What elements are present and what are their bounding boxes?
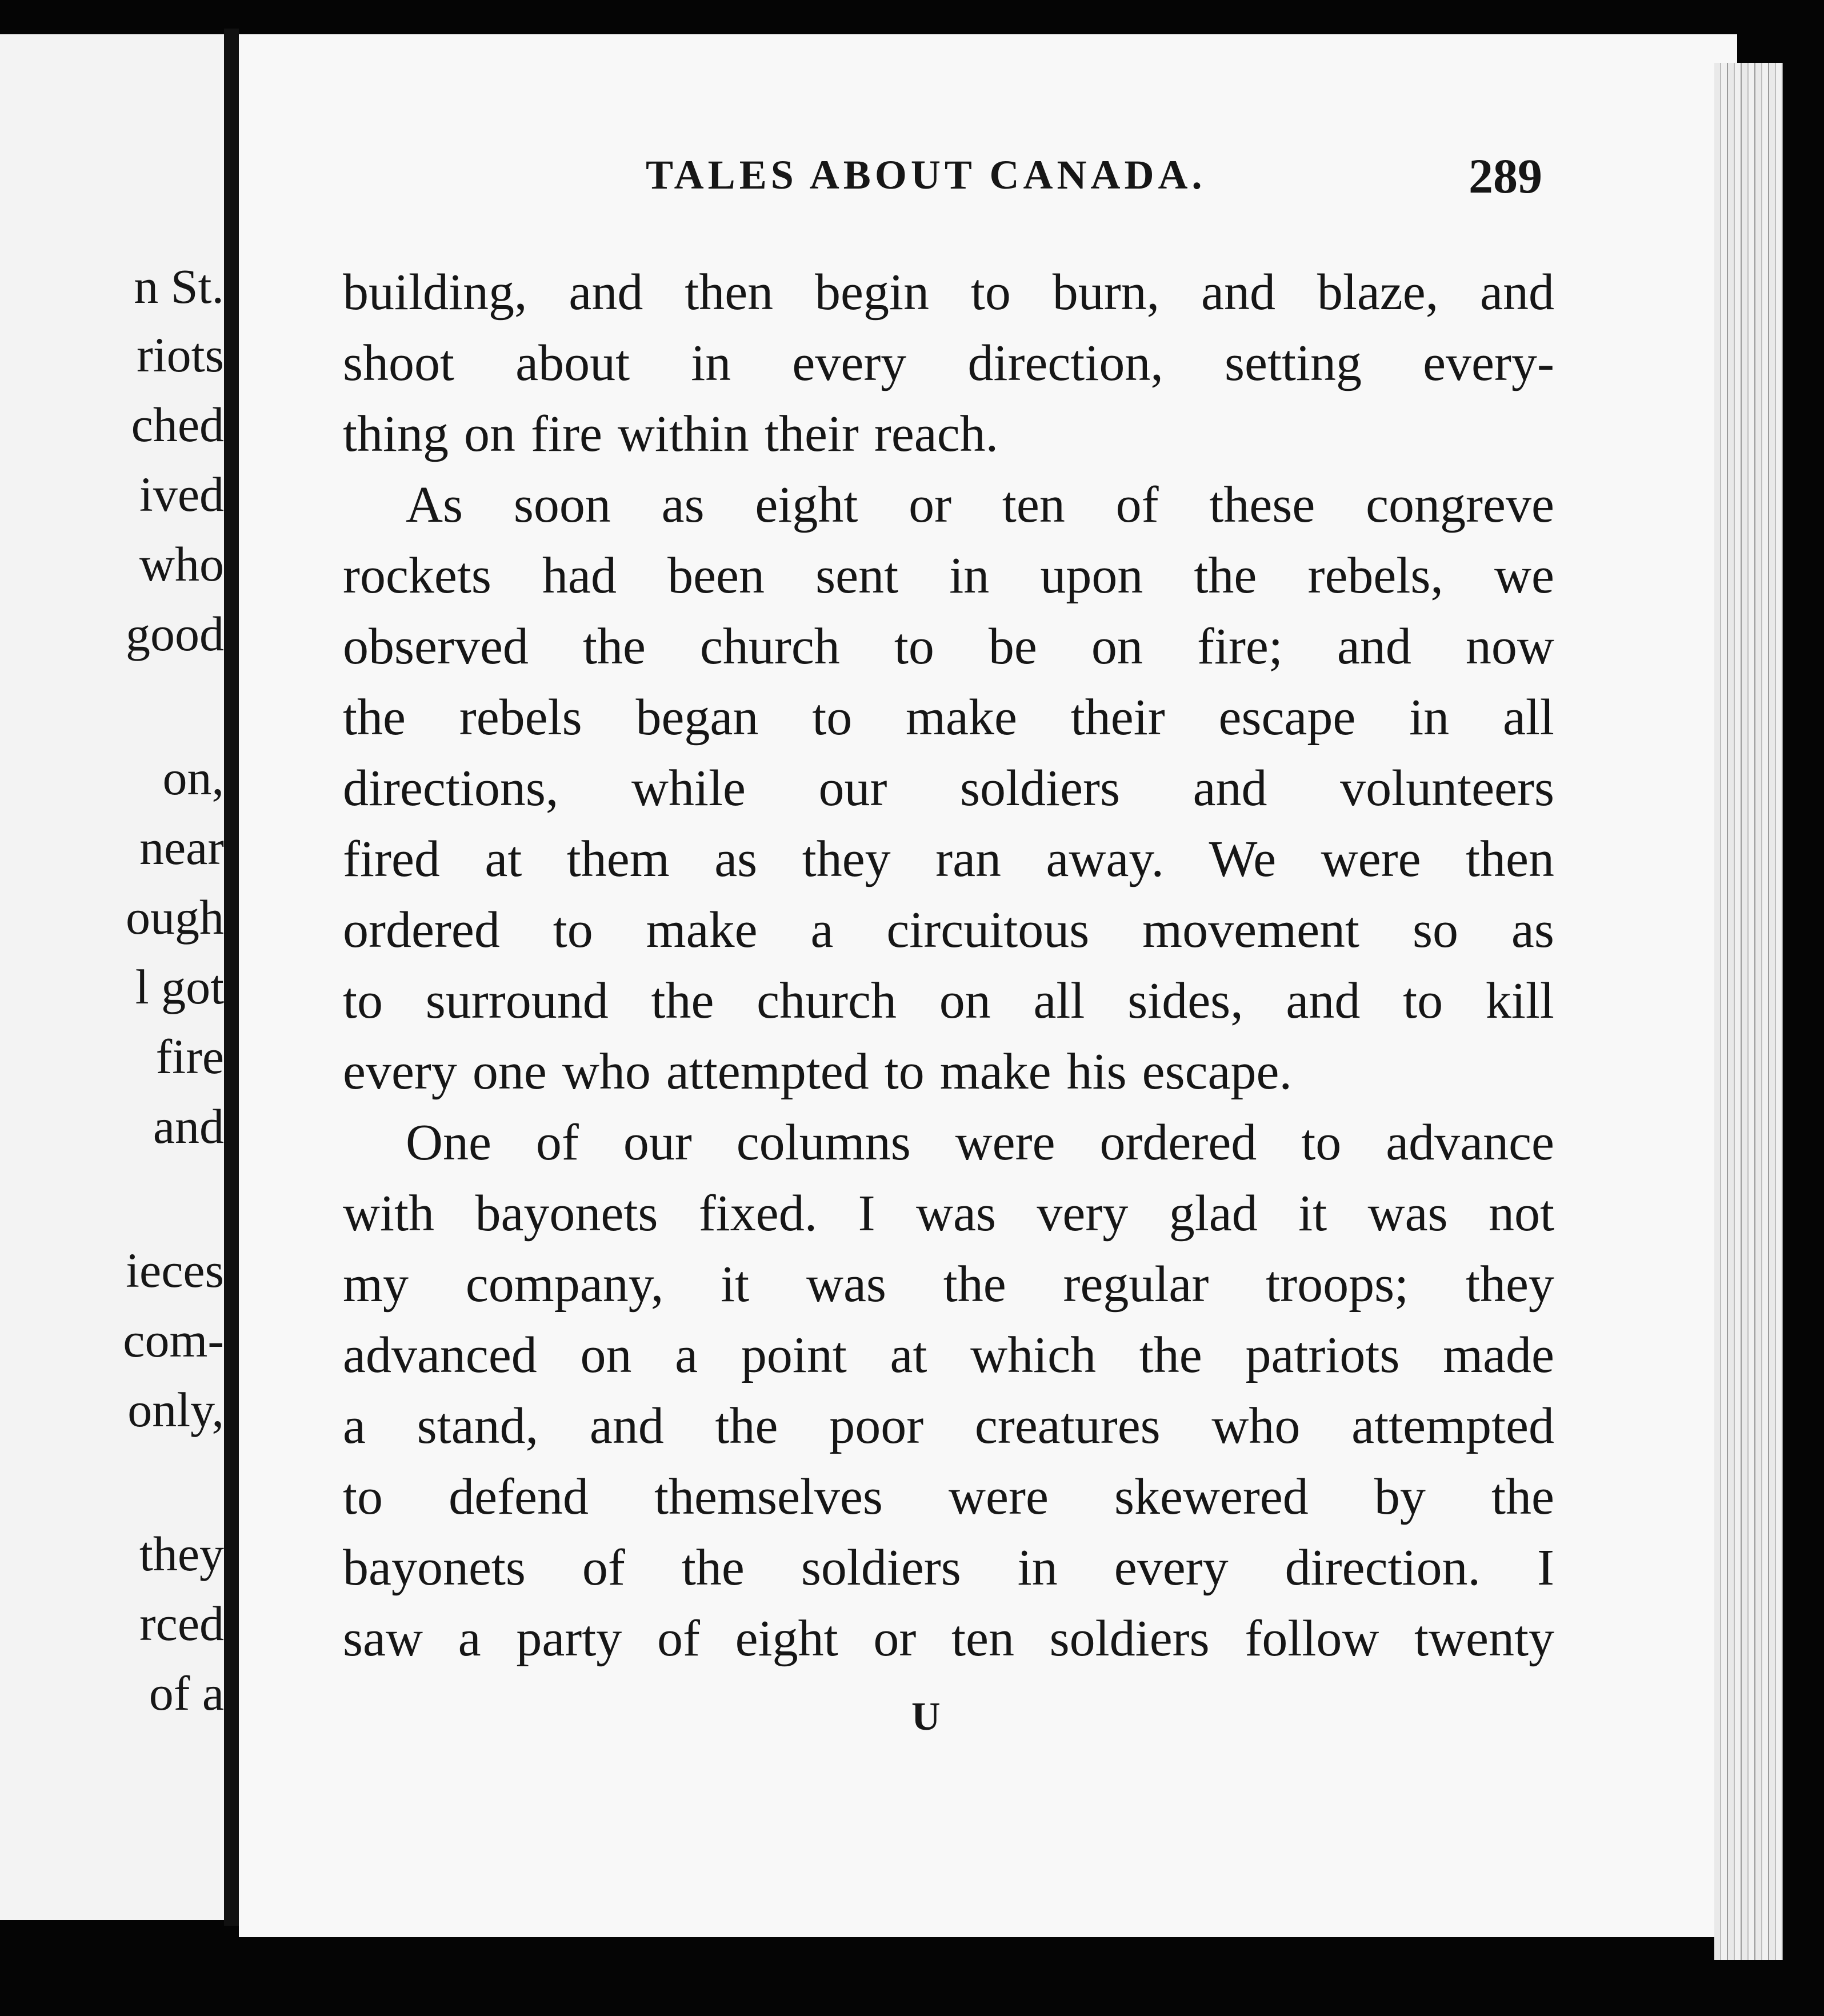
word: it bbox=[1298, 1185, 1327, 1242]
word: the bbox=[1491, 1469, 1554, 1525]
word: as bbox=[714, 831, 758, 887]
word: ten bbox=[1002, 477, 1065, 533]
word: then bbox=[685, 264, 774, 321]
word: direction, bbox=[967, 335, 1163, 391]
word: rebels bbox=[459, 689, 582, 746]
word: our bbox=[818, 760, 887, 817]
word: their bbox=[764, 406, 859, 462]
text-line bbox=[343, 1107, 1554, 1178]
left-page-fragment: ieces bbox=[126, 1243, 224, 1298]
left-page-fragment: fire bbox=[155, 1029, 224, 1084]
word: they bbox=[1465, 1256, 1554, 1313]
word: the bbox=[1139, 1327, 1202, 1383]
word: of bbox=[535, 1114, 579, 1171]
word: sides, bbox=[1127, 973, 1243, 1029]
word: on bbox=[1091, 618, 1143, 675]
word: I bbox=[1537, 1539, 1554, 1596]
word: by bbox=[1374, 1469, 1426, 1525]
word: and bbox=[1286, 973, 1361, 1029]
word: rebels, bbox=[1307, 547, 1443, 604]
word: the bbox=[1194, 547, 1257, 604]
text-line bbox=[343, 1037, 1554, 1107]
word: who bbox=[562, 1043, 651, 1100]
word: fire bbox=[531, 406, 602, 462]
word: was bbox=[916, 1185, 996, 1242]
text-line bbox=[343, 1391, 1554, 1462]
word: or bbox=[873, 1610, 917, 1667]
word: bayonets bbox=[343, 1539, 526, 1596]
body-text bbox=[343, 257, 1554, 1674]
word: one bbox=[472, 1043, 547, 1100]
word: the bbox=[651, 973, 714, 1029]
word: now bbox=[1465, 618, 1554, 675]
word: had bbox=[542, 547, 617, 604]
word: escape. bbox=[1142, 1043, 1292, 1100]
word: of bbox=[582, 1539, 625, 1596]
word: glad bbox=[1169, 1185, 1258, 1242]
word: on bbox=[464, 406, 516, 462]
word: We bbox=[1209, 831, 1277, 887]
word: rockets bbox=[343, 547, 491, 604]
left-page-fragment: rced bbox=[139, 1596, 224, 1651]
word: away. bbox=[1046, 831, 1165, 887]
word: soldiers bbox=[801, 1539, 961, 1596]
word: ordered bbox=[343, 902, 500, 958]
book-gutter bbox=[224, 29, 239, 1926]
word: kill bbox=[1485, 973, 1554, 1029]
word: of bbox=[1115, 477, 1159, 533]
left-page-fragment: who bbox=[139, 537, 224, 591]
word: these bbox=[1209, 477, 1315, 533]
left-page-fragment: and bbox=[153, 1099, 224, 1154]
word: be bbox=[988, 618, 1037, 675]
word: themselves bbox=[654, 1469, 883, 1525]
word: defend bbox=[449, 1469, 589, 1525]
word: attempted bbox=[1351, 1398, 1554, 1454]
left-page-fragment: ched bbox=[131, 397, 224, 452]
text-line bbox=[343, 1320, 1554, 1391]
word: point bbox=[741, 1327, 847, 1383]
left-facing-page bbox=[0, 34, 224, 1920]
word: attempted bbox=[666, 1043, 869, 1100]
word: eight bbox=[735, 1610, 838, 1667]
word: to bbox=[812, 689, 853, 746]
word: skewered bbox=[1114, 1469, 1309, 1525]
word: made bbox=[1443, 1327, 1554, 1383]
word: all bbox=[1033, 973, 1085, 1029]
word: our bbox=[623, 1114, 692, 1171]
word: reach. bbox=[874, 406, 999, 462]
left-page-fragment: on, bbox=[162, 750, 224, 805]
word: poor bbox=[829, 1398, 924, 1454]
word: surround bbox=[425, 973, 609, 1029]
word: every- bbox=[1423, 335, 1554, 391]
word: every bbox=[343, 1043, 457, 1100]
word: every bbox=[1114, 1539, 1229, 1596]
word: so bbox=[1412, 902, 1459, 958]
word: directions, bbox=[343, 760, 559, 817]
word: were bbox=[955, 1114, 1055, 1171]
word: my bbox=[343, 1256, 409, 1313]
word: on bbox=[939, 973, 991, 1029]
word: it bbox=[721, 1256, 750, 1313]
text-line bbox=[343, 399, 1554, 470]
left-page-fragment: only, bbox=[127, 1382, 224, 1437]
word: to bbox=[970, 264, 1011, 321]
word: to bbox=[343, 973, 383, 1029]
word: One bbox=[406, 1114, 491, 1171]
word: not bbox=[1488, 1185, 1554, 1242]
word: as bbox=[1511, 902, 1554, 958]
word: in bbox=[1017, 1539, 1058, 1596]
word: the bbox=[943, 1256, 1006, 1313]
word: at bbox=[890, 1327, 927, 1383]
word: every bbox=[792, 335, 907, 391]
word: as bbox=[661, 477, 705, 533]
word: fire; bbox=[1197, 618, 1283, 675]
word: movement bbox=[1142, 902, 1360, 958]
word: the bbox=[715, 1398, 778, 1454]
word: party bbox=[516, 1610, 622, 1667]
word: which bbox=[970, 1327, 1097, 1383]
word: the bbox=[343, 689, 406, 746]
word: soon bbox=[513, 477, 611, 533]
word: escape bbox=[1218, 689, 1356, 746]
word: began bbox=[635, 689, 759, 746]
word: creatures bbox=[974, 1398, 1161, 1454]
word: bayonets bbox=[475, 1185, 658, 1242]
word: while bbox=[631, 760, 746, 817]
word: to bbox=[553, 902, 593, 958]
word: they bbox=[802, 831, 891, 887]
left-page-fragment: good bbox=[126, 606, 224, 661]
word: and bbox=[1337, 618, 1411, 675]
word: burn, bbox=[1052, 264, 1160, 321]
word: were bbox=[1321, 831, 1421, 887]
text-line bbox=[343, 1603, 1554, 1674]
word: circuitous bbox=[886, 902, 1090, 958]
word: make bbox=[906, 689, 1017, 746]
word: shoot bbox=[343, 335, 455, 391]
word: ordered bbox=[1099, 1114, 1257, 1171]
word: follow bbox=[1245, 1610, 1379, 1667]
word: a bbox=[675, 1327, 698, 1383]
word: As bbox=[406, 477, 463, 533]
word: twenty bbox=[1414, 1610, 1554, 1667]
word: patriots bbox=[1245, 1327, 1400, 1383]
word: at bbox=[485, 831, 522, 887]
word: to bbox=[1403, 973, 1443, 1029]
word: then bbox=[1466, 831, 1554, 887]
word: stand, bbox=[417, 1398, 539, 1454]
text-line bbox=[343, 895, 1554, 966]
word: volunteers bbox=[1340, 760, 1554, 817]
text-line bbox=[343, 470, 1554, 541]
word: who bbox=[1211, 1398, 1301, 1454]
page-number: 289 bbox=[1469, 149, 1542, 203]
word: begin bbox=[815, 264, 929, 321]
word: on bbox=[580, 1327, 632, 1383]
word: in bbox=[1409, 689, 1450, 746]
word: eight bbox=[755, 477, 858, 533]
word: to bbox=[884, 1043, 925, 1100]
word: and bbox=[1193, 760, 1267, 817]
word: to bbox=[343, 1469, 383, 1525]
word: and bbox=[569, 264, 643, 321]
word: we bbox=[1494, 547, 1554, 604]
word: were bbox=[949, 1469, 1049, 1525]
left-page-fragment: n St. bbox=[134, 259, 224, 314]
word: was bbox=[806, 1256, 886, 1313]
word: advanced bbox=[343, 1327, 537, 1383]
word: regular bbox=[1063, 1256, 1209, 1313]
word: setting bbox=[1224, 335, 1362, 391]
left-page-fragment: near bbox=[139, 820, 224, 875]
word: church bbox=[699, 618, 840, 675]
word: to bbox=[894, 618, 934, 675]
word: fixed. bbox=[698, 1185, 818, 1242]
word: in bbox=[691, 335, 731, 391]
word: direction. bbox=[1285, 1539, 1481, 1596]
page-edges bbox=[1714, 63, 1783, 1960]
text-line bbox=[343, 1178, 1554, 1249]
text-line bbox=[343, 682, 1554, 753]
text-line bbox=[343, 611, 1554, 682]
left-page-fragment: ough bbox=[126, 890, 224, 945]
word: been bbox=[667, 547, 765, 604]
left-page-fragment: l got bbox=[135, 959, 224, 1014]
word: saw bbox=[343, 1610, 423, 1667]
word: ran bbox=[935, 831, 1002, 887]
text-line bbox=[343, 541, 1554, 611]
left-page-fragment: com- bbox=[123, 1313, 224, 1367]
word: and bbox=[589, 1398, 664, 1454]
text-line bbox=[343, 824, 1554, 895]
word: thing bbox=[343, 406, 449, 462]
left-page-fragment: ived bbox=[139, 467, 224, 522]
word: all bbox=[1502, 689, 1554, 746]
word: within bbox=[617, 406, 749, 462]
word: building, bbox=[343, 264, 527, 321]
word: I bbox=[858, 1185, 875, 1242]
word: sent bbox=[815, 547, 899, 604]
word: their bbox=[1070, 689, 1165, 746]
word: of bbox=[657, 1610, 700, 1667]
word: soldiers bbox=[1049, 1610, 1210, 1667]
text-line bbox=[343, 1533, 1554, 1603]
word: a bbox=[343, 1398, 366, 1454]
word: make bbox=[939, 1043, 1051, 1100]
word: soldiers bbox=[960, 760, 1121, 817]
text-line bbox=[343, 328, 1554, 399]
word: fired bbox=[343, 831, 440, 887]
word: was bbox=[1367, 1185, 1448, 1242]
left-page-fragment: riots bbox=[137, 327, 224, 382]
word: or bbox=[909, 477, 952, 533]
left-page-fragment: of a bbox=[149, 1666, 224, 1721]
word: very bbox=[1037, 1185, 1129, 1242]
word: the bbox=[582, 618, 646, 675]
signature-mark: U bbox=[911, 1695, 941, 1739]
word: church bbox=[757, 973, 897, 1029]
text-line bbox=[343, 257, 1554, 328]
text-line bbox=[343, 966, 1554, 1037]
word: observed bbox=[343, 618, 529, 675]
word: make bbox=[646, 902, 758, 958]
word: a bbox=[458, 1610, 481, 1667]
word: them bbox=[566, 831, 670, 887]
word: to bbox=[1301, 1114, 1342, 1171]
word: troops; bbox=[1266, 1256, 1409, 1313]
word: ten bbox=[951, 1610, 1014, 1667]
text-line bbox=[343, 1462, 1554, 1533]
word: in bbox=[949, 547, 990, 604]
word: upon bbox=[1040, 547, 1143, 604]
word: the bbox=[681, 1539, 745, 1596]
word: a bbox=[810, 902, 834, 958]
word: and bbox=[1201, 264, 1275, 321]
word: his bbox=[1066, 1043, 1127, 1100]
text-line bbox=[343, 1249, 1554, 1320]
word: congreve bbox=[1366, 477, 1554, 533]
word: blaze, bbox=[1317, 264, 1439, 321]
word: advance bbox=[1386, 1114, 1554, 1171]
word: about bbox=[515, 335, 630, 391]
word: company, bbox=[465, 1256, 664, 1313]
word: with bbox=[343, 1185, 435, 1242]
running-head: TALES ABOUT CANADA. bbox=[646, 152, 1206, 198]
word: and bbox=[1480, 264, 1554, 321]
left-page-fragment: they bbox=[139, 1526, 224, 1581]
word: columns bbox=[736, 1114, 911, 1171]
text-line bbox=[343, 753, 1554, 824]
